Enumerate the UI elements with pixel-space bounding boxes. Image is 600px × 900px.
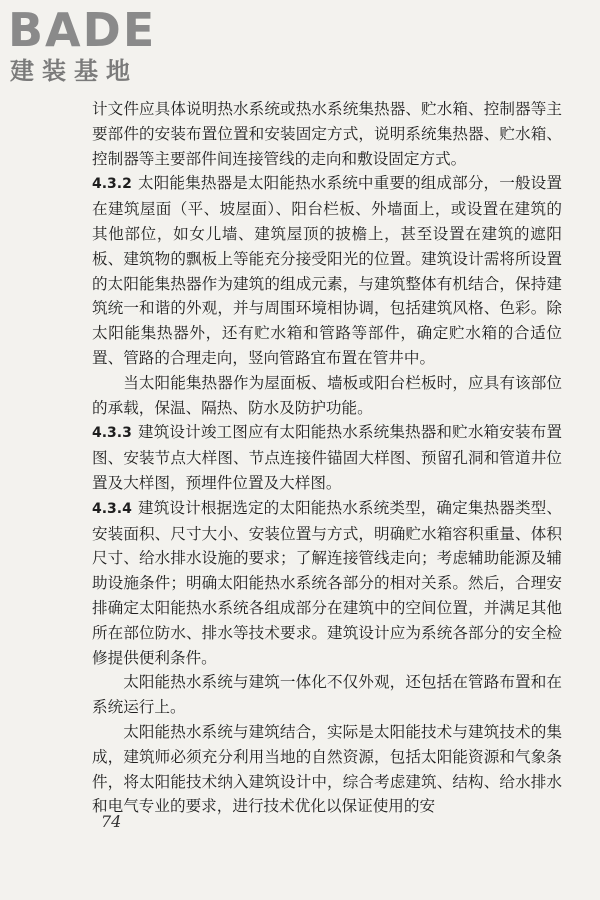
paragraph-text: 太阳能热水系统与建筑一体化不仅外观，还包括在管路布置和在系统运行上。	[92, 673, 562, 717]
paragraph-text: 太阳能热水系统与建筑结合，实际是太阳能技术与建筑技术的集成，建筑师必须充分利用当地的自然资源，包括太阳能资源和气象条件，将太阳能技术纳入建筑设计中，综合考虑建筑、结构、给水排水和电气专业的要求，进行技术优化以保证使用的安	[92, 722, 562, 816]
paragraph-collector-as-panel	[92, 371, 562, 421]
clause-number: 4.3.3	[92, 425, 132, 442]
logo	[8, 4, 178, 94]
clause-4-3-2	[92, 171, 562, 370]
page-body	[92, 97, 562, 819]
paragraph-text: 计文件应具体说明热水系统或热水系统集热器、贮水箱、控制器等主要部件的安装布置位置和安装固定方式，说明系统集热器、贮水箱、控制器等主要部件间连接管线的走向和敷设固定方式。	[92, 100, 562, 168]
paragraph-text: 太阳能集热器是太阳能热水系统中重要的组成部分，一般设置在建筑屋面（平、坡屋面）、阳台栏板、外墙面上，或设置在建筑的其他部位，如女儿墙、建筑屋顶的披檐上，甚至设置在建筑的遮阳板、建筑物的飘板上等能充分接受阳光的位置。建筑设计需将所设置的太阳能集热器作为建筑的组成元素，与建筑整体有机结合，保持建筑统一和谐的外观，并与周围环境相协调，包括建筑风格、色彩。除太阳能集热器外，还有贮水箱和管路等部件，确定贮水箱的合适位置、管路的合理走向，竖向管路宜布置在管井中。	[92, 174, 562, 367]
paragraph-integration	[92, 670, 562, 720]
clause-4-3-3	[92, 420, 562, 495]
paragraph-text: 建筑设计竣工图应有太阳能热水系统集热器和贮水箱安装布置图、安装节点大样图、节点连接件锚固大样图、预留孔洞和管道井位置及大样图，预埋件位置及大样图。	[92, 423, 562, 492]
paragraph-continuation	[92, 97, 562, 171]
logo-subtitle: 建装基地	[10, 57, 138, 85]
paragraph-technology-integration	[92, 720, 562, 819]
clause-number: 4.3.4	[92, 500, 132, 517]
paragraph-text: 当太阳能集热器作为屋面板、墙板或阳台栏板时，应具有该部位的承载，保温、隔热、防水及防护功能。	[92, 373, 562, 417]
logo-wordmark: BADE	[8, 3, 157, 57]
clause-number: 4.3.2	[92, 176, 132, 193]
clause-4-3-4	[92, 496, 562, 671]
page-number: 74	[101, 812, 122, 831]
paragraph-text: 建筑设计根据选定的太阳能热水系统类型，确定集热器类型、安装面积、尺寸大小、安装位置与方式，明确贮水箱容积重量、体积尺寸、给水排水设施的要求；了解连接管线走向；考虑辅助能源及辅助设施条件；明确太阳能热水系统各部分的相对关系。然后，合理安排确定太阳能热水系统各组成部分在建筑中的空间位置，并满足其他所在部位防水、排水等技术要求。建筑设计应为系统各部分的安全检修提供便利条件。	[92, 498, 562, 667]
